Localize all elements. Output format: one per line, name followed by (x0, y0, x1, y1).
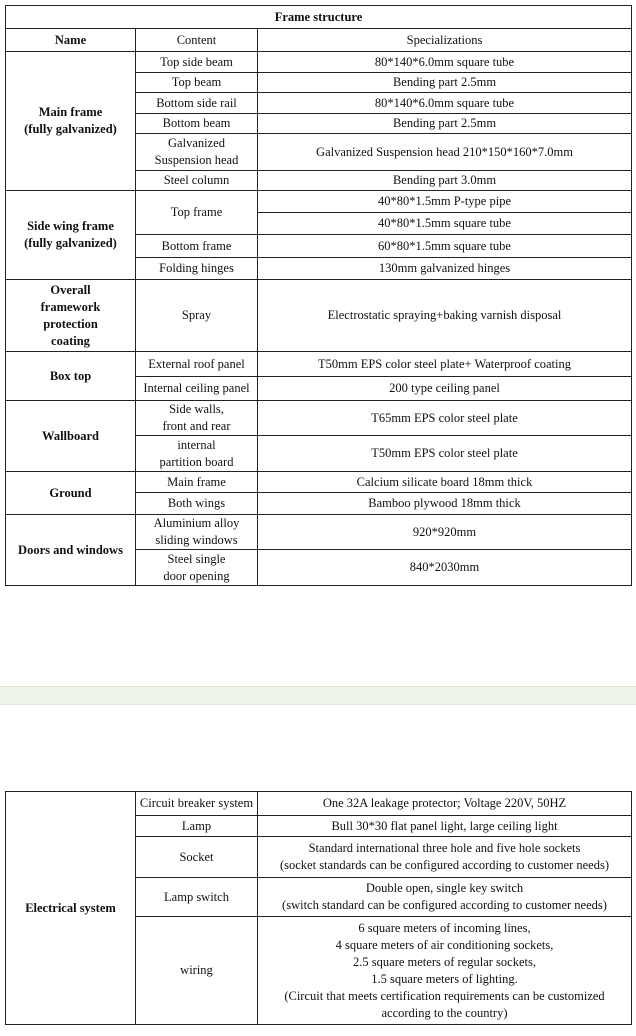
spec-cell: Double open, single key switch (switch standard can be configured according to customer needs) (258, 878, 632, 917)
content-cell: Bottom side rail (136, 93, 258, 114)
content-cell: Circuit breaker system (136, 792, 258, 816)
column-header-specializations: Specializations (258, 29, 632, 52)
column-header-content: Content (136, 29, 258, 52)
table-row (6, 52, 632, 73)
group-name-box-top: Box top (6, 352, 136, 401)
spec-cell: 840*2030mm (258, 550, 632, 586)
spec-cell: Bending part 2.5mm (258, 114, 632, 134)
table-row (6, 191, 632, 213)
content-cell: Main frame (136, 472, 258, 493)
group-name-side-wing-frame: Side wing frame (fully galvanized) (6, 191, 136, 280)
group-name-doors-windows: Doors and windows (6, 515, 136, 586)
content-cell: Top frame (136, 191, 258, 235)
spec-cell: 40*80*1.5mm square tube (258, 213, 632, 235)
electrical-system-table (5, 791, 632, 1025)
spec-cell: Bamboo plywood 18mm thick (258, 493, 632, 515)
spec-cell: One 32A leakage protector; Voltage 220V, 50HZ (258, 792, 632, 816)
spec-cell: Electrostatic spraying+baking varnish disposal (258, 280, 632, 352)
column-header-name: Name (6, 29, 136, 52)
spec-cell: 920*920mm (258, 515, 632, 550)
spec-cell: T50mm EPS color steel plate+ Waterproof coating (258, 352, 632, 377)
spec-cell: 40*80*1.5mm P-type pipe (258, 191, 632, 213)
content-cell: Lamp switch (136, 878, 258, 917)
content-cell: Spray (136, 280, 258, 352)
spec-cell: Bending part 2.5mm (258, 73, 632, 93)
content-cell: Both wings (136, 493, 258, 515)
table-title: Frame structure (6, 6, 632, 29)
table-row (6, 792, 632, 816)
spec-cell: Standard international three hole and five hole sockets (socket standards can be configured according to customer needs) (258, 837, 632, 878)
spec-cell: Bull 30*30 flat panel light, large ceiling light (258, 816, 632, 837)
spec-cell: 6 square meters of incoming lines, 4 square meters of air conditioning sockets, 2.5 square meters of regular sockets, 1.5 square meters of lighting. (Circuit that meets certification requirements can be customized according to the country) (258, 917, 632, 1025)
content-cell: Steel single door opening (136, 550, 258, 586)
content-cell: Lamp (136, 816, 258, 837)
content-cell: Folding hinges (136, 258, 258, 280)
content-cell: Galvanized Suspension head (136, 134, 258, 171)
group-name-protection-coating: Overall framework protection coating (6, 280, 136, 352)
content-cell: internal partition board (136, 436, 258, 472)
content-cell: wiring (136, 917, 258, 1025)
content-cell: Bottom frame (136, 235, 258, 258)
content-cell: Socket (136, 837, 258, 878)
spec-cell: Bending part 3.0mm (258, 171, 632, 191)
section-divider-band (0, 686, 636, 705)
spec-cell: T50mm EPS color steel plate (258, 436, 632, 472)
content-cell: Steel column (136, 171, 258, 191)
table-row (6, 352, 632, 377)
content-cell: External roof panel (136, 352, 258, 377)
group-name-ground: Ground (6, 472, 136, 515)
content-cell: Top beam (136, 73, 258, 93)
group-name-electrical-system: Electrical system (6, 792, 136, 1025)
group-name-main-frame: Main frame (fully galvanized) (6, 52, 136, 191)
content-cell: Side walls, front and rear (136, 401, 258, 436)
content-cell: Bottom beam (136, 114, 258, 134)
spec-cell: 80*140*6.0mm square tube (258, 93, 632, 114)
spec-cell: Calcium silicate board 18mm thick (258, 472, 632, 493)
spec-cell: 200 type ceiling panel (258, 377, 632, 401)
content-cell: Aluminium alloy sliding windows (136, 515, 258, 550)
content-cell: Top side beam (136, 52, 258, 73)
table-row (6, 280, 632, 352)
table-row (6, 401, 632, 436)
spec-cell: 60*80*1.5mm square tube (258, 235, 632, 258)
spec-cell: 130mm galvanized hinges (258, 258, 632, 280)
group-name-wallboard: Wallboard (6, 401, 136, 472)
frame-structure-table (5, 5, 632, 586)
spec-cell: T65mm EPS color steel plate (258, 401, 632, 436)
spec-cell: 80*140*6.0mm square tube (258, 52, 632, 73)
content-cell: Internal ceiling panel (136, 377, 258, 401)
table-row (6, 515, 632, 550)
spec-cell: Galvanized Suspension head 210*150*160*7.0mm (258, 134, 632, 171)
table-row (6, 472, 632, 493)
